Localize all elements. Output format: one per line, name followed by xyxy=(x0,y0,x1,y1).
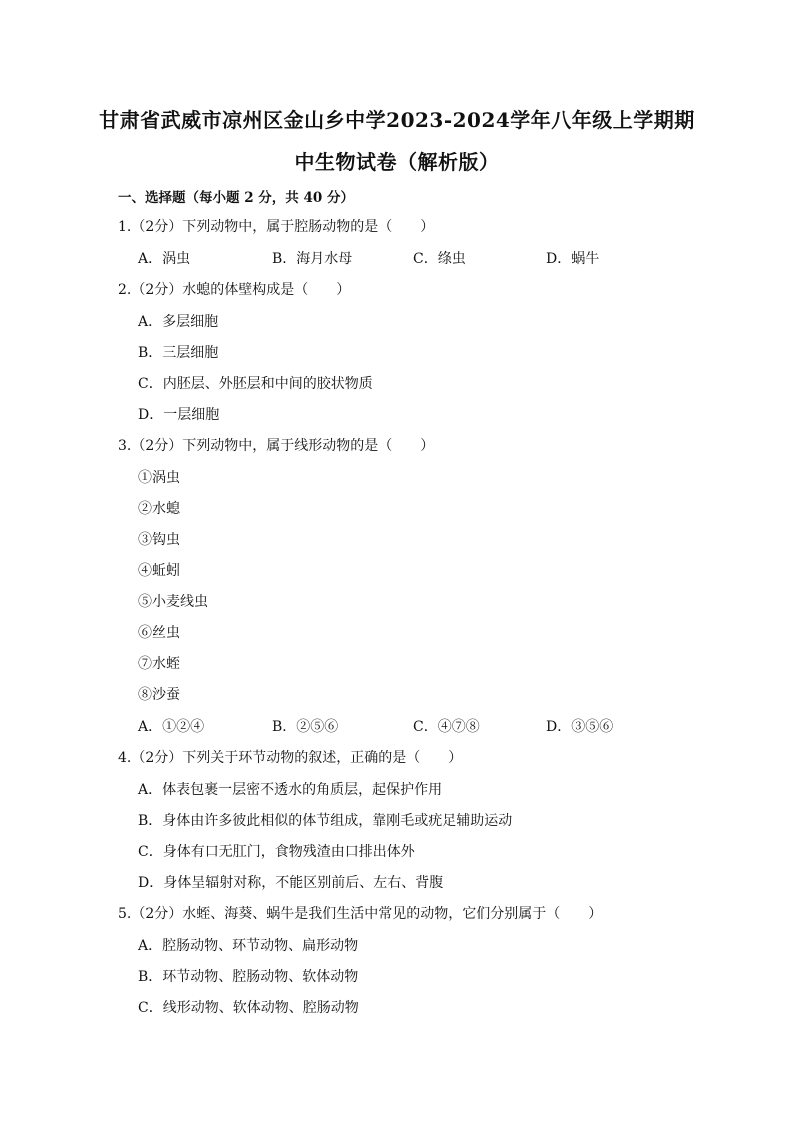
question-4-option-b: B．身体由许多彼此相似的体节组成，靠刚毛或疣足辅助运动 xyxy=(138,813,513,829)
question-4-option-c: C．身体有口无肛门，食物残渣由口排出体外 xyxy=(138,844,415,860)
question-2-option-b: B．三层细胞 xyxy=(138,345,219,361)
question-1-option-a: A．涡虫 xyxy=(138,251,191,267)
question-3-option-c: C．④⑦⑧ xyxy=(413,719,480,735)
question-5-option-c: C．线形动物、软体动物、腔肠动物 xyxy=(138,1000,359,1016)
exam-title-line1: 甘肃省武威市凉州区金山乡中学2023-2024学年八年级上学期期 xyxy=(99,108,695,132)
question-4-stem: 4.（2分）下列关于环节动物的叙述，正确的是（ ） xyxy=(118,750,463,766)
question-5-stem: 5.（2分）水蛭、海葵、蜗牛是我们生活中常见的动物，它们分别属于（ ） xyxy=(118,906,603,922)
question-2-option-d: D．一层细胞 xyxy=(138,407,220,423)
question-4-option-a: A．体表包裹一层密不透水的角质层，起保护作用 xyxy=(138,782,443,798)
section-heading: 一、选择题（每小题 2 分，共 40 分） xyxy=(118,190,354,206)
question-3-option-b: B．②⑤⑥ xyxy=(272,719,339,735)
exam-title-line2: 中生物试卷（解析版） xyxy=(294,150,500,174)
question-3-item: ⑥丝虫 xyxy=(138,625,180,641)
question-3-option-d: D．③⑤⑥ xyxy=(546,719,614,735)
question-3-item: ③钩虫 xyxy=(138,532,180,548)
question-3-item: ②水螅 xyxy=(138,501,180,517)
question-3-item: ⑦水蛭 xyxy=(138,656,180,672)
question-1-stem: 1.（2分）下列动物中，属于腔肠动物的是（ ） xyxy=(118,219,435,235)
question-5-option-a: A．腔肠动物、环节动物、扁形动物 xyxy=(138,938,359,954)
question-3-item: ①涡虫 xyxy=(138,470,180,486)
question-2-option-a: A．多层细胞 xyxy=(138,314,219,330)
question-2-stem: 2.（2分）水螅的体壁构成是（ ） xyxy=(118,282,351,298)
question-3-stem: 3.（2分）下列动物中，属于线形动物的是（ ） xyxy=(118,438,435,454)
question-2-option-c: C．内胚层、外胚层和中间的胶状物质 xyxy=(138,376,373,392)
question-3-item: ⑤小麦线虫 xyxy=(138,594,208,610)
question-3-item: ⑧沙蚕 xyxy=(138,687,180,703)
question-3-option-a: A．①②④ xyxy=(138,719,205,735)
question-1-option-d: D．蜗牛 xyxy=(546,251,600,267)
question-3-item: ④蚯蚓 xyxy=(138,563,180,579)
question-1-option-b: B．海月水母 xyxy=(272,251,353,267)
question-5-option-b: B．环节动物、腔肠动物、软体动物 xyxy=(138,969,359,985)
question-1-option-c: C．绦虫 xyxy=(413,251,466,267)
question-4-option-d: D．身体呈辐射对称，不能区别前后、左右、背腹 xyxy=(138,875,444,891)
